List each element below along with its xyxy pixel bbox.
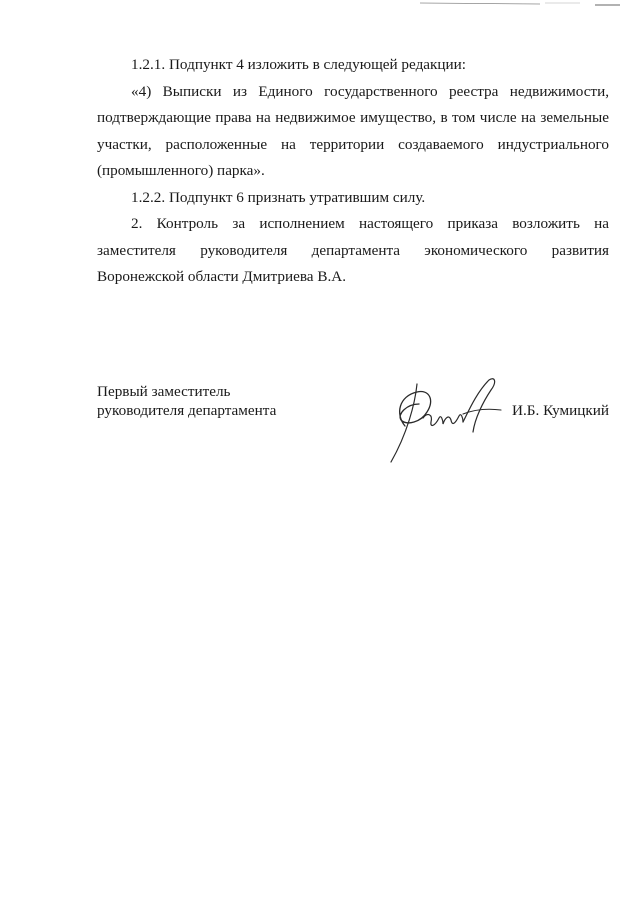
paragraph-clause-2: 2. Контроль за исполнением настоящего приказа возложить на заместителя руководителя департамента экономического развития Воронежской области Дмитриева В.А.: [97, 215, 609, 285]
scan-artifact-lines: [420, 0, 620, 10]
handwritten-signature: [377, 374, 517, 470]
paragraph-subclause-1-2-2: 1.2.2. Подпункт 6 признать утратившим силу.: [131, 188, 426, 206]
signer-title: [97, 382, 276, 420]
signer-title-line-2: руководителя департамента: [97, 402, 277, 419]
paragraph-subclause-1-2-1: 1.2.1. Подпункт 4 изложить в следующей редакции:: [131, 56, 467, 73]
signer-name: И.Б. Кумицкий: [512, 402, 609, 419]
paragraph-quoted-clause-4: «4) Выписки из Единого государственного реестра недвижимости, подтверждающие права на недвижимое имущество, в том числе на земельные участки, расположенные на территории создаваемого индустриального (промышленного) парка».: [97, 82, 609, 179]
document-body: [97, 52, 609, 291]
signer-title-line-1: Первый заместитель: [97, 383, 231, 400]
signature-block: [97, 382, 609, 482]
